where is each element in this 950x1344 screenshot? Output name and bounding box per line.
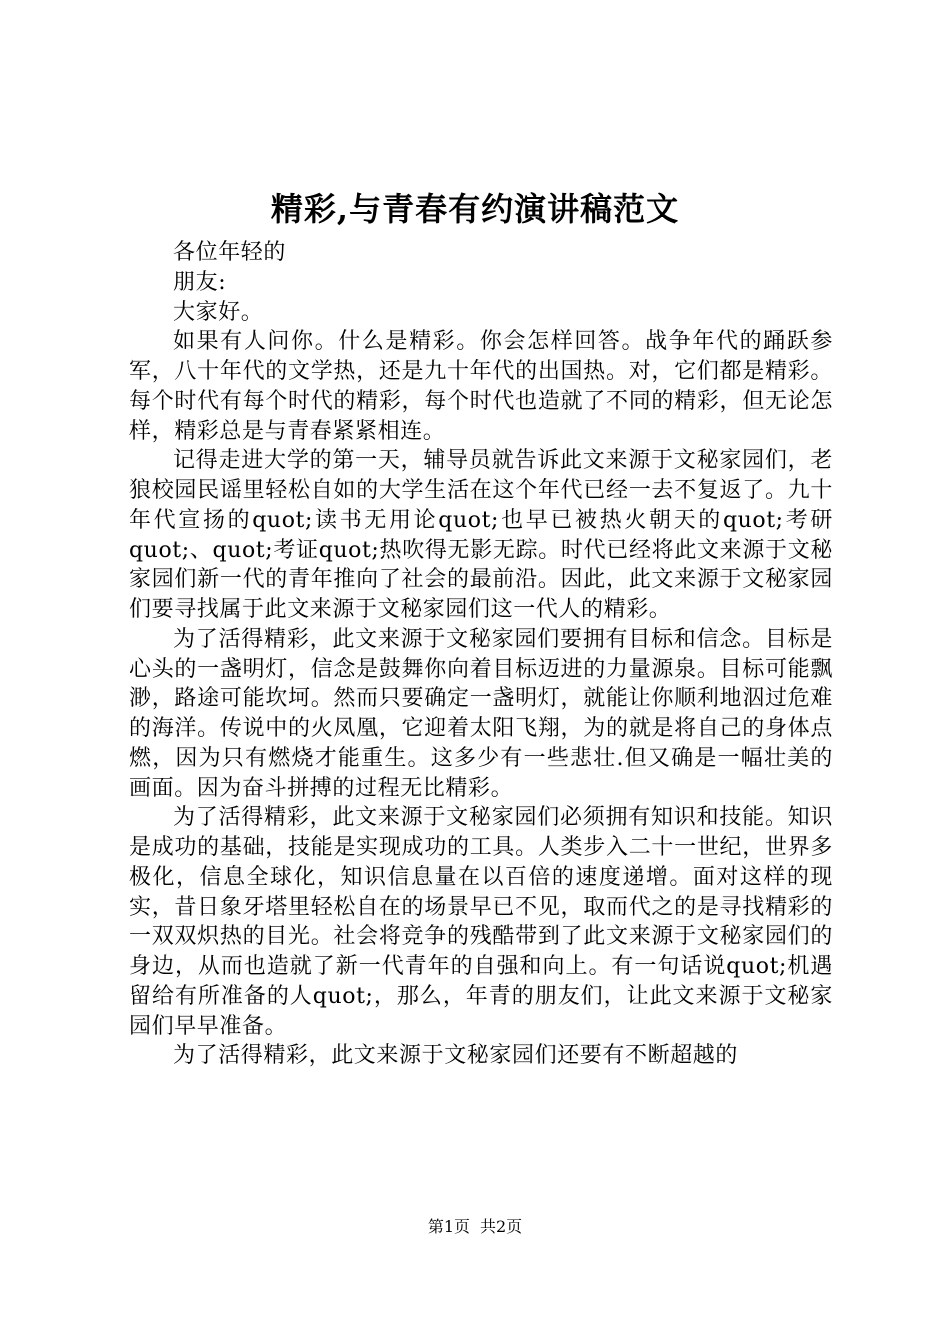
paragraph-greeting: 大家好。 <box>173 299 264 325</box>
paragraph-1: 如果有人问你。什么是精彩。你会怎样回答。战争年代的踊跃参军，八十年代的文学热，还是九十年代的出国热。对，它们都是精彩。每个时代有每个时代的精彩，每个时代也造就了不同的精彩，但无论怎样，精彩总是与青春紧紧相连。 <box>129 329 833 444</box>
page-number: 第1页 <box>427 1217 470 1236</box>
document-title: 精彩,与青春有约演讲稿范文 <box>270 190 680 228</box>
paragraph-salutation-1: 各位年轻的 <box>173 240 287 265</box>
paragraph-salutation-2: 朋友: <box>173 269 227 295</box>
paragraph-4: 为了活得精彩，此文来源于文秘家园们必须拥有知识和技能。知识是成功的基础，技能是实现成功的工具。人类步入二十一世纪，世界多极化，信息全球化，知识信息量在以百倍的速度递增。面对这样的现实，昔日象牙塔里轻松自在的场景早已不见，取而代之的是寻找精彩的一双双炽热的目光。社会将竞争的残酷带到了此文来源于文秘家园们的身边，从而也造就了新一代青年的自强和向上。有一句话说quot;机遇留给有所准备的人quot;，那么，年青的朋友们，让此文来源于文秘家园们早早准备。 <box>129 805 833 1039</box>
page-footer <box>0 1215 950 1239</box>
page-total: 共2页 <box>480 1217 523 1236</box>
paragraph-2: 记得走进大学的第一天，辅导员就告诉此文来源于文秘家园们，老狼校园民谣里轻松自如的大学生活在这个年代已经一去不复返了。九十年代宣扬的quot;读书无用论quot;也早已被热火朝天的quot;考研quot;、quot;考证quot;热吹得无影无踪。时代已经将此文来源于文秘家园们新一代的青年推向了社会的最前沿。因此，此文来源于文秘家园们要寻找属于此文来源于文秘家园们这一代人的精彩。 <box>129 448 833 622</box>
document-body <box>129 238 833 1071</box>
paragraph-5: 为了活得精彩，此文来源于文秘家园们还要有不断超越的 <box>173 1043 739 1069</box>
paragraph-3: 为了活得精彩，此文来源于文秘家园们要拥有目标和信念。目标是心头的一盏明灯，信念是鼓舞你向着目标迈进的力量源泉。目标可能飘渺，路途可能坎坷。然而只要确定一盏明灯，就能让你顺利地泅过危难的海洋。传说中的火凤凰，它迎着太阳飞翔，为的就是将自己的身体点燃，因为只有燃烧才能重生。这多少有一些悲壮.但又确是一幅壮美的画面。因为奋斗拼搏的过程无比精彩。 <box>129 626 833 801</box>
